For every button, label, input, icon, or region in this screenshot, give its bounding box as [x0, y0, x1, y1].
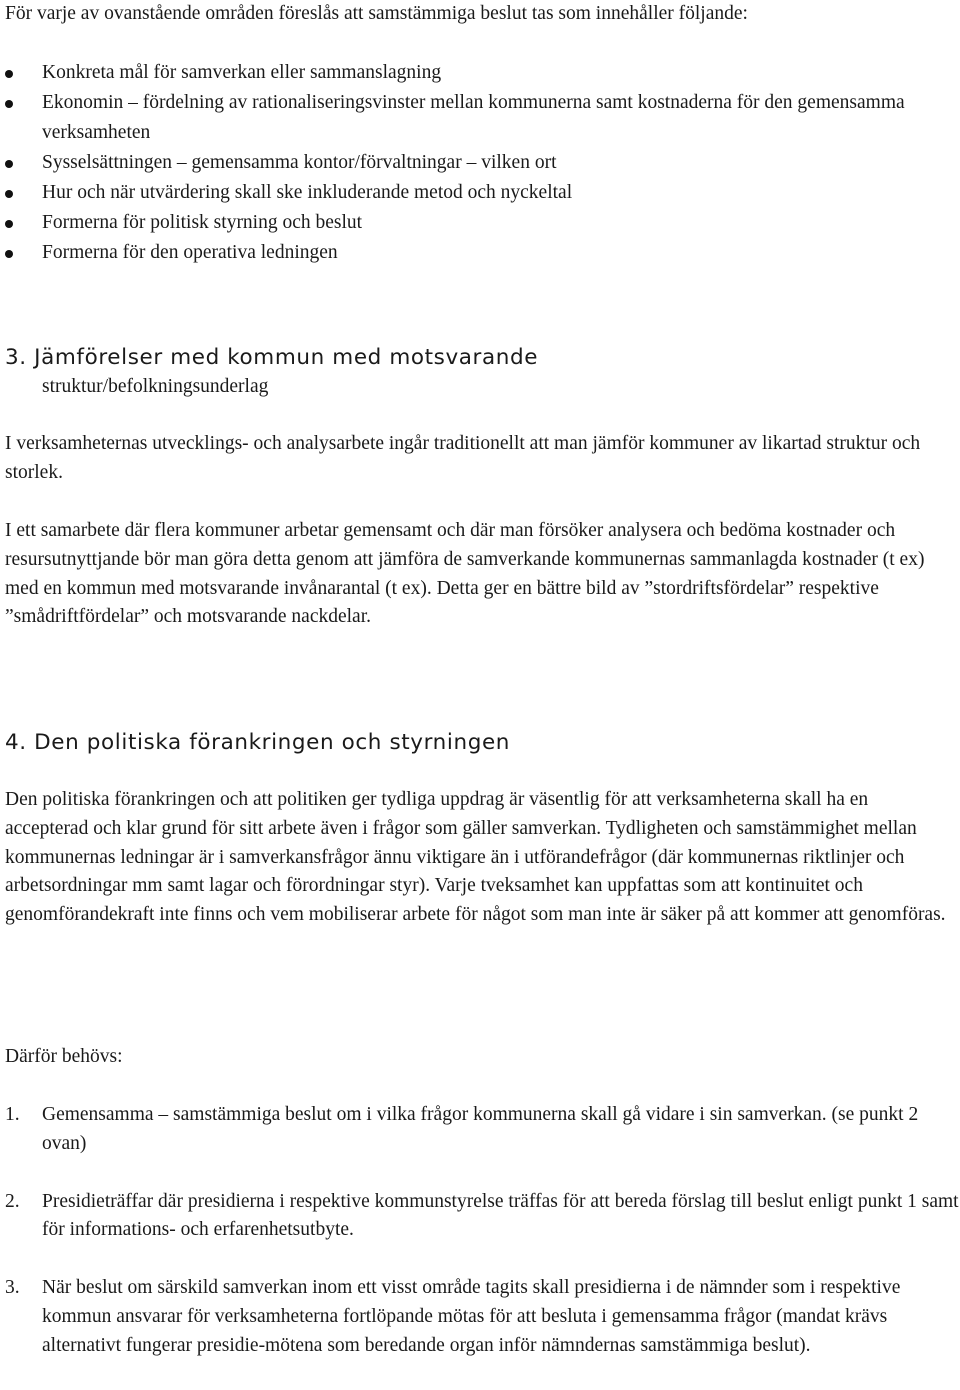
- section-4-paragraph: Den politiska förankringen och att politiken ger tydliga uppdrag är väsentlig för att verksamheterna skall ha en accepterad och klar grund för sitt arbete även i frågor som gäller samverkan. Tydligheten och samstämmighet mellan kommunernas ledningar är i samverkansfrågor ännu viktigare än i utförandefrågor (där kommunernas riktlinjer och arbetsordningar mm samt lagar och förordningar styr). Varje tveksamhet kan uppfattas som att kontinuitet och genomförandekraft inte finns och vem mobiliserar arbete för något som man inte är säker på att kommer att genomföras.: [5, 789, 946, 926]
- section-3-paragraph-2: I ett samarbete där flera kommuner arbetar gemensamt och där man försöker analysera och bedöma kostnader och resursutnyttjande bör man göra detta genom att jämföra de samverkande kommunernas sammanlagda kostnader (t ex) med en kommun med motsvarande invånarantal (t ex). Detta ger en bättre bild av ”stordriftsfördelar” respektive ”smådriftfördelar” och motsvarande nackdelar.: [5, 520, 925, 628]
- list-item: Sysselsättningen – gemensamma kontor/förvaltningar – vilken ort: [5, 148, 955, 178]
- section-3-paragraph-1: I verksamheternas utvecklings- och analysarbete ingår traditionellt att man jämför kommuner av likartad struktur och storlek.: [5, 433, 921, 483]
- bullet-icon: [5, 70, 13, 78]
- list-item: Ekonomin – fördelning av rationaliseringsvinster mellan kommunerna samt kostnaderna för den gemensamma verksamheten: [5, 88, 955, 148]
- list-item: Formerna för den operativa ledningen: [5, 238, 955, 268]
- bullet-icon: [5, 160, 13, 168]
- list-item: 3. När beslut om särskild samverkan inom ett visst område tagits skall presidierna i de nämnder som i respektive kommun ansvarar för verksamheterna fortlöpande mötas för att besluta i gemensamma frågor (mandat krävs alternativt fungerar presidie-mötena som beredande organ inför nämndernas samstämmiga beslut).: [5, 1277, 901, 1356]
- needs-list: [5, 1101, 960, 1390]
- list-item: 1. Gemensamma – samstämmiga beslut om i vilka frågor kommunerna skall gå vidare i sin samverkan. (se punkt 2 ovan): [5, 1104, 919, 1154]
- bullet-icon: [5, 190, 13, 198]
- therefore-label: Därför behövs:: [5, 1046, 123, 1067]
- section-4-number: 4.: [5, 730, 27, 755]
- bullet-icon: [5, 220, 13, 228]
- section-3-number: 3.: [5, 345, 27, 370]
- bullet-icon: [5, 100, 13, 108]
- requirements-list: [5, 58, 955, 268]
- section-3-subtitle: struktur/befolkningsunderlag: [42, 376, 269, 397]
- list-item: 2. Presidieträffar där presidierna i respektive kommunstyrelse träffas för att bereda förslag till beslut enligt punkt 1 samt för informations- och erfarenhetsutbyte.: [5, 1190, 959, 1241]
- list-item: Hur och när utvärdering skall ske inkluderande metod och nyckeltal: [5, 178, 955, 208]
- section-4-heading: [5, 729, 955, 757]
- section-3-title: Jämförelser med kommun med motsvarande: [34, 345, 539, 370]
- bullet-icon: [5, 250, 13, 258]
- section-4-title: Den politiska förankringen och styrningen: [34, 730, 511, 755]
- intro-paragraph: För varje av ovanstående områden föreslås att samstämmiga beslut tas som innehåller följande:: [5, 3, 748, 24]
- list-item: Konkreta mål för samverkan eller sammanslagning: [5, 58, 955, 88]
- section-3-heading: [5, 344, 955, 372]
- list-item: Formerna för politisk styrning och beslut: [5, 208, 955, 238]
